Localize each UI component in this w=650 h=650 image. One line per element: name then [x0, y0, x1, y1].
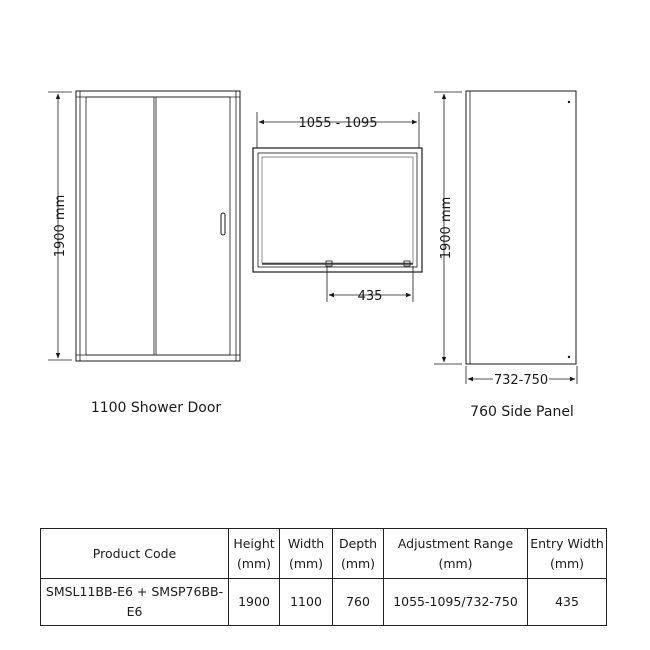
cell-height: 1900 — [229, 579, 280, 626]
header-product-code: Product Code — [41, 529, 229, 579]
plan-glass-line — [262, 157, 413, 263]
panel-outer-frame — [466, 91, 576, 364]
plan-outer-frame — [253, 148, 422, 272]
plan-view — [253, 112, 422, 302]
header-depth: Depth (mm) — [333, 529, 384, 579]
door-handle — [221, 213, 225, 235]
panel-height-label: 1900 mm — [439, 196, 454, 260]
cell-adjustment-range: 1055-1095/732-750 — [384, 579, 528, 626]
cell-product-code: SMSL11BB-E6 + SMSP76BB-E6 — [41, 579, 229, 626]
cell-depth: 760 — [333, 579, 384, 626]
header-entry-width: Entry Width (mm) — [528, 529, 607, 579]
table-row — [41, 579, 607, 626]
door-height-label: 1900 mm — [53, 194, 68, 258]
specification-table — [40, 528, 607, 626]
plan-inner-frame — [258, 153, 417, 267]
panel-caption: 760 Side Panel — [470, 404, 574, 420]
table-header-row — [41, 529, 607, 579]
header-adjustment-range: Adjustment Range (mm) — [384, 529, 528, 579]
cell-width: 1100 — [280, 579, 333, 626]
shower-door-elevation — [48, 91, 240, 361]
cell-entry-width: 435 — [528, 579, 607, 626]
door-caption: 1100 Shower Door — [90, 400, 222, 416]
door-fixed-panel — [86, 97, 154, 355]
panel-fixing-bottom — [568, 356, 570, 358]
panel-fixing-top — [568, 101, 570, 103]
header-width: Width (mm) — [280, 529, 333, 579]
door-sliding-panel — [156, 97, 230, 355]
side-panel-elevation — [434, 91, 577, 384]
door-outer-frame — [76, 91, 240, 361]
plan-width-label: 1055 - 1095 — [298, 116, 378, 131]
panel-width-label: 732-750 — [493, 373, 549, 388]
header-height: Height (mm) — [229, 529, 280, 579]
plan-entry-label: 435 — [357, 289, 383, 304]
